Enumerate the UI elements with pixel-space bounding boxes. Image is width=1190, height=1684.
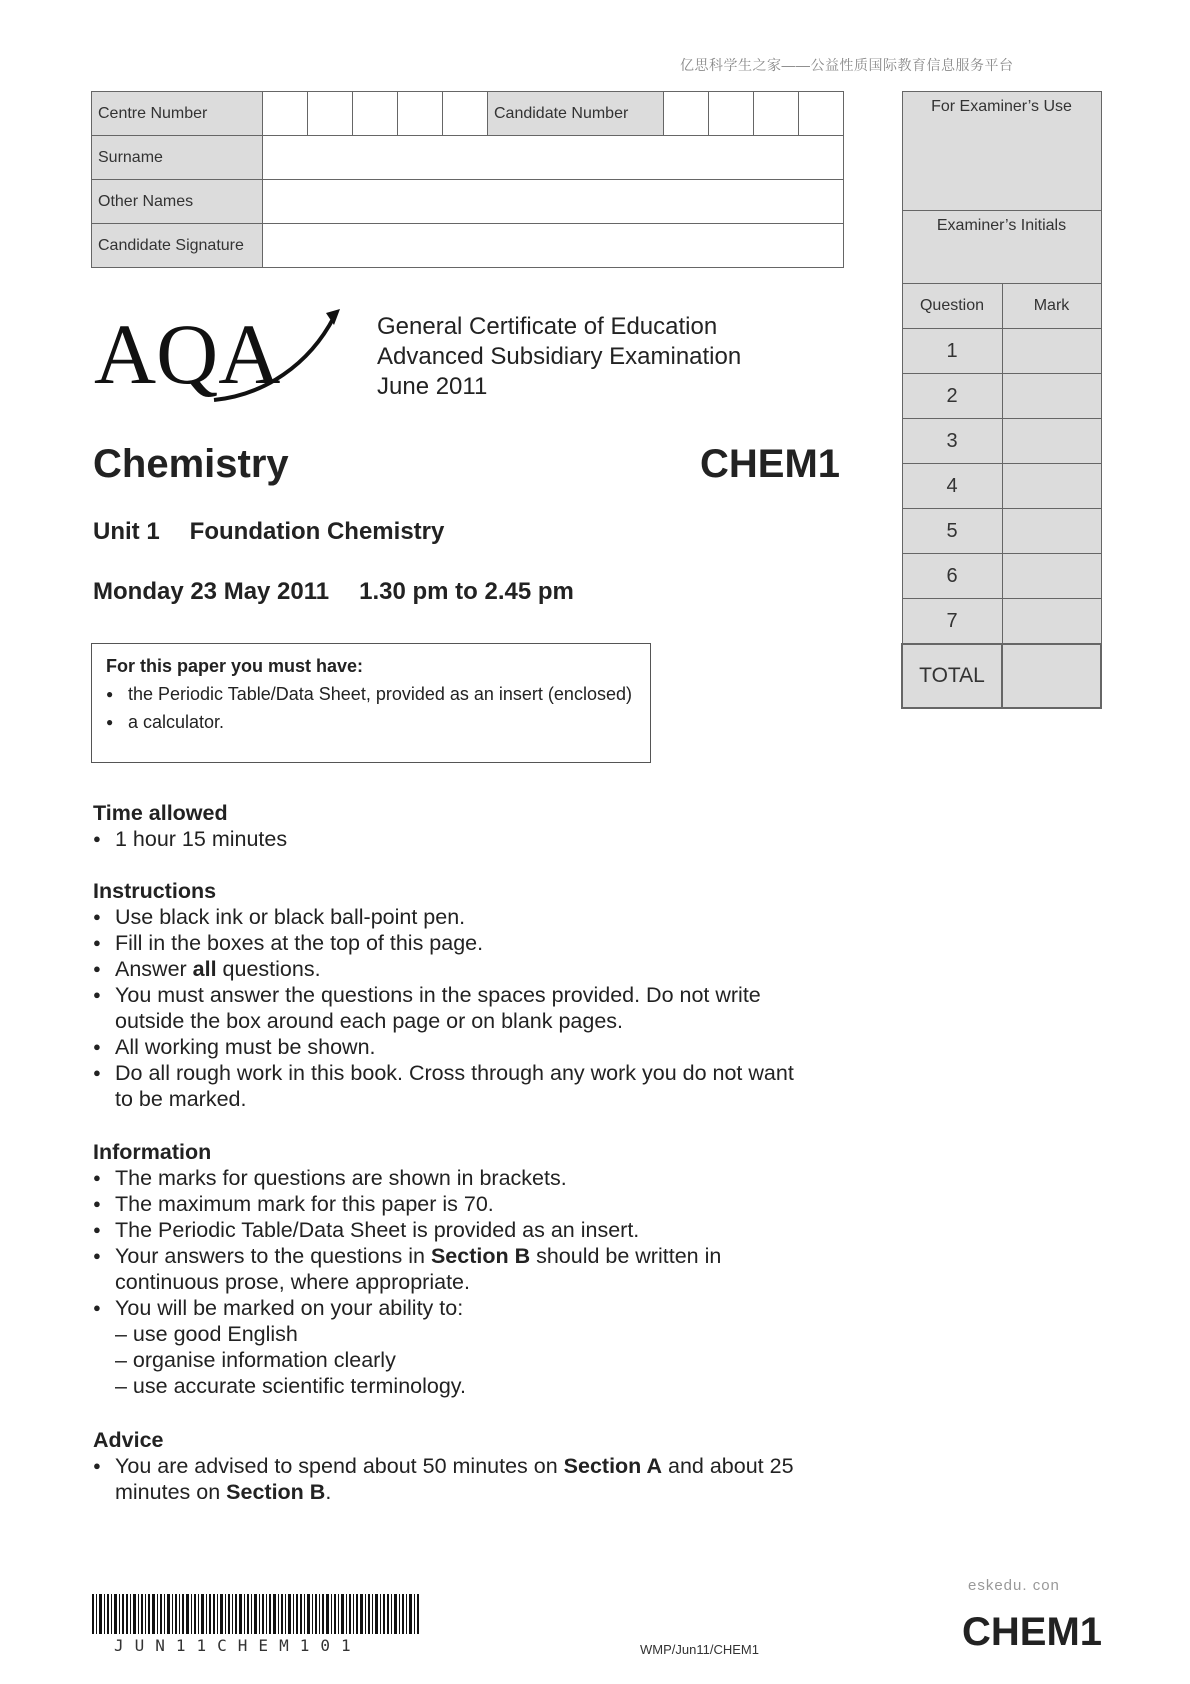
logo-text: AQA [94,306,281,402]
mark-cell[interactable] [1002,329,1101,374]
advice-section [93,1427,813,1505]
question-number: 2 [902,374,1002,419]
qualification-line: Advanced Subsidiary Examination [377,343,742,370]
date-line [93,578,574,606]
centre-number-box[interactable] [308,92,353,136]
aqa-logo [94,305,344,410]
other-names-field[interactable] [263,180,844,224]
list-item: ● Fill in the boxes at the top of this page. [93,930,813,956]
candidate-number-box[interactable] [664,92,709,136]
mark-header: Mark [1002,284,1101,329]
exam-time: 1.30 pm to 2.45 pm [359,578,574,605]
surname-label: Surname [92,136,263,180]
examiner-table [901,91,1102,709]
exam-date: Monday 23 May 2011 [93,578,330,605]
list-item: ● You are advised to spend about 50 minutes on Section A and about 25 minutes on Section B. [93,1453,813,1505]
barcode [92,1594,422,1639]
question-number: 6 [902,554,1002,599]
mark-cell[interactable] [1002,509,1101,554]
materials-heading: For this paper you must have: [106,656,364,676]
sub-item: – use good English [115,1322,298,1346]
sub-item: – organise information clearly [115,1348,396,1372]
list-item: ● Do all rough work in this book. Cross through any work you do not want to be marked. [93,1060,813,1112]
subject-title: Chemistry [93,442,289,486]
signature-field[interactable] [263,224,844,268]
candidate-number-box[interactable] [799,92,844,136]
time-allowed-section [93,800,813,852]
paper-reference: WMP/Jun11/CHEM1 [640,1642,759,1657]
list-item: ● The Periodic Table/Data Sheet is provided as an insert. [93,1217,813,1243]
information-section [93,1139,813,1399]
instructions-section [93,878,813,1112]
list-item: ● Your answers to the questions in Section B should be written in continuous prose, where appropriate. [93,1243,813,1295]
centre-number-box[interactable] [353,92,398,136]
barcode-number: JUN11CHEM101 [114,1636,362,1655]
exam-session: June 2011 [377,373,488,400]
mark-cell[interactable] [1002,464,1101,509]
centre-number-box[interactable] [398,92,443,136]
list-item: ● You will be marked on your ability to: [93,1295,813,1321]
question-number: 5 [902,509,1002,554]
footer-paper-code: CHEM1 [962,1610,1103,1654]
unit-number: Unit 1 [93,518,160,545]
list-item: ● The marks for questions are shown in brackets. [93,1165,813,1191]
list-item: ● Answer all questions. [93,956,813,982]
total-label: TOTAL [902,644,1002,708]
mark-cell[interactable] [1002,554,1101,599]
materials-box [91,643,651,763]
sub-item: – use accurate scientific terminology. [115,1374,466,1398]
list-item: ● The maximum mark for this paper is 70. [93,1191,813,1217]
section-heading: Information [93,1140,212,1164]
question-number: 3 [902,419,1002,464]
candidate-number-box[interactable] [709,92,754,136]
section-heading: Instructions [93,879,217,903]
surname-field[interactable] [263,136,844,180]
list-item: ● You must answer the questions in the spaces provided. Do not write outside the box around each page or on blank pages. [93,982,813,1034]
paper-code: CHEM1 [700,442,841,486]
question-number: 1 [902,329,1002,374]
list-item: ● All working must be shown. [93,1034,813,1060]
site-watermark: eskedu. con [968,1577,1060,1594]
examiner-initials-label: Examiner’s Initials [902,211,1101,284]
qualification-line: General Certificate of Education [377,313,718,340]
question-header: Question [902,284,1002,329]
examiner-use-label: For Examiner’s Use [902,92,1101,211]
centre-number-box[interactable] [443,92,488,136]
question-number: 4 [902,464,1002,509]
unit-title: Foundation Chemistry [189,518,445,545]
qualification-block [377,312,741,402]
materials-item: ● a calculator. [106,708,636,736]
mark-cell[interactable] [1002,599,1101,645]
question-number: 7 [902,599,1002,645]
signature-label: Candidate Signature [92,224,263,268]
candidate-number-label: Candidate Number [488,92,664,136]
candidate-details-table [91,91,844,268]
section-heading: Advice [93,1428,164,1452]
centre-number-box[interactable] [263,92,308,136]
mark-cell[interactable] [1002,374,1101,419]
list-item: ● 1 hour 15 minutes [93,826,813,852]
list-item: ● Use black ink or black ball-point pen. [93,904,813,930]
mark-cell[interactable] [1002,419,1101,464]
section-heading: Time allowed [93,801,228,825]
watermark-text: 亿思科学生之家——公益性质国际教育信息服务平台 [680,57,1014,73]
centre-number-label: Centre Number [92,92,263,136]
unit-line [93,518,444,546]
candidate-number-box[interactable] [754,92,799,136]
other-names-label: Other Names [92,180,263,224]
materials-item: ● the Periodic Table/Data Sheet, provided as an insert (enclosed) [106,680,636,708]
total-cell[interactable] [1002,644,1101,708]
